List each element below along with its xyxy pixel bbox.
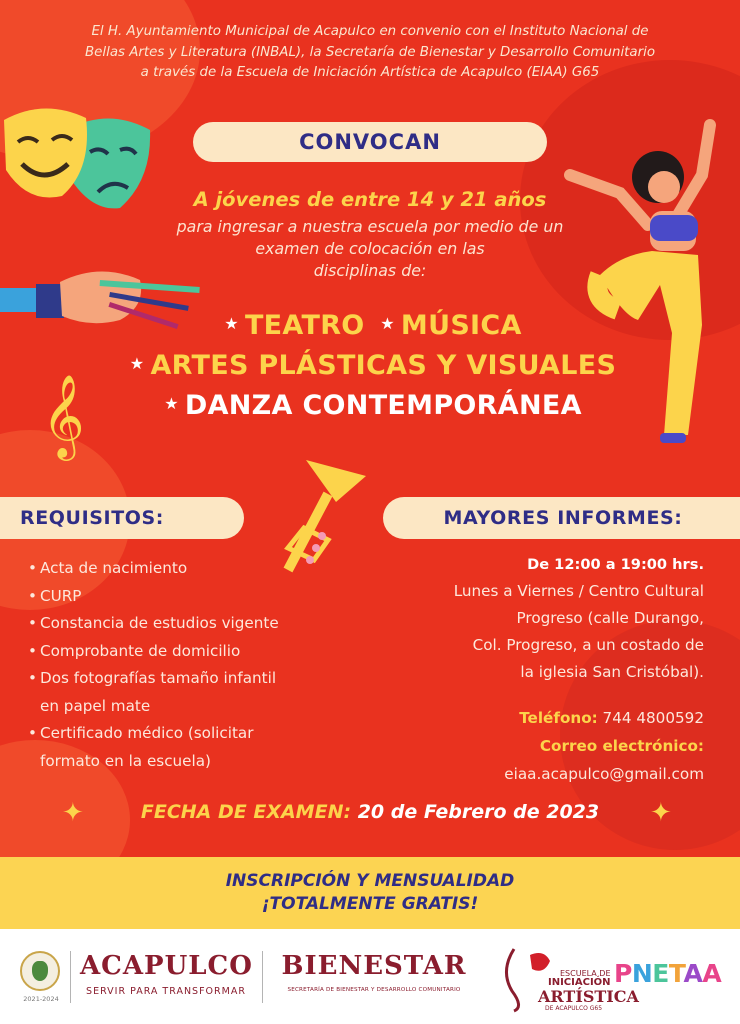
phone-number[interactable]: 744 4800592 (602, 709, 704, 727)
list-item: • CURP (28, 583, 348, 611)
acapulco-logo: ACAPULCO (80, 951, 253, 981)
list-item: • Certificado médico (solicitar formato en la escuela) (28, 720, 348, 775)
discipline-musica: MÚSICA (400, 310, 522, 341)
address-line: Progreso (calle Durango, (516, 609, 704, 627)
discipline-artes: ARTES PLÁSTICAS Y VISUALES (150, 350, 617, 381)
seal-years: 2021-2024 (23, 995, 59, 1003)
star-icon: ★ (380, 314, 395, 333)
address-line: Lunes a Viernes / Centro Cultural (453, 582, 704, 600)
eiaa-text: INICIACIÓN (548, 977, 611, 988)
informes-heading: MAYORES INFORMES: (443, 507, 683, 529)
target-age-heading: A jóvenes de entre 14 y 21 años (193, 188, 547, 211)
footer-logos (0, 929, 740, 1024)
seal-emblem (32, 961, 48, 981)
disciplines-line-2 (0, 350, 740, 381)
requisitos-list (28, 555, 348, 775)
sparkle-icon: ✦ (62, 798, 84, 828)
list-item: • Constancia de estudios vigente (28, 610, 348, 638)
header-line: a través de la Escuela de Iniciación Artística de Acapulco (EIAA) G65 (140, 65, 600, 80)
sparkle-icon: ✦ (650, 798, 672, 828)
informes-details (392, 551, 704, 686)
header-text (20, 22, 720, 84)
target-line: para ingresar a nuestra escuela por medio de un (176, 217, 564, 236)
address-line: la iglesia San Cristóbal). (520, 663, 704, 681)
header-line: El H. Ayuntamiento Municipal de Acapulco en convenio con el Instituto Nacional de (91, 24, 649, 39)
email-address[interactable]: eiaa.acapulco@gmail.com (504, 765, 704, 783)
eiaa-text: ARTÍSTICA (538, 987, 639, 1006)
discipline-teatro: TEATRO (244, 310, 365, 341)
banner-line-2: ¡TOTALMENTE GRATIS! (261, 894, 479, 914)
eiaa-text: DE ACAPULCO G65 (545, 1005, 603, 1012)
email-label: Correo electrónico: (539, 737, 704, 755)
disciplines-line-1 (0, 310, 740, 341)
office-hours: De 12:00 a 19:00 hrs. (527, 556, 704, 573)
bienestar-logo: BIENESTAR (281, 951, 467, 981)
divider (70, 951, 71, 1003)
acapulco-tagline: SERVIR PARA TRANSFORMAR (86, 986, 246, 997)
pnetaa-logo (614, 959, 721, 988)
discipline-danza: DANZA CONTEMPORÁNEA (184, 390, 582, 421)
star-icon: ★ (224, 314, 239, 333)
requisitos-heading: REQUISITOS: (20, 507, 165, 529)
star-icon: ★ (164, 394, 179, 413)
pnetaa-text: PNETAA (614, 959, 722, 988)
free-banner (0, 857, 740, 929)
target-line: disciplinas de: (313, 261, 427, 280)
phone-label: Teléfono: (519, 709, 598, 727)
exam-date-label: FECHA DE EXAMEN: (140, 801, 352, 823)
list-item: • Comprobante de domicilio (28, 638, 348, 666)
list-item: • Acta de nacimiento (28, 555, 348, 583)
treble-clef-icon: 𝄞 (42, 373, 85, 457)
exam-date-value: 20 de Febrero de 2023 (357, 801, 600, 823)
header-line: Bellas Artes y Literatura (INBAL), la Secretaría de Bienestar y Desarrollo Comunitario (84, 44, 656, 60)
contact-info (392, 704, 704, 788)
bienestar-tagline: SECRETARÍA DE BIENESTAR Y DESARROLLO COMUNITARIO (287, 987, 461, 993)
convocan-heading: CONVOCAN (299, 130, 441, 154)
target-description (140, 216, 600, 282)
list-item: • Dos fotografías tamaño infantil en papel mate (28, 665, 348, 720)
phone-row (392, 704, 704, 732)
target-line: examen de colocación en las (255, 239, 485, 258)
disciplines-line-3 (0, 390, 740, 421)
banner-line-1: INSCRIPCIÓN Y MENSUALIDAD (225, 871, 515, 891)
municipal-seal-icon (20, 951, 60, 991)
exam-date (60, 801, 680, 823)
divider (262, 951, 263, 1003)
star-icon: ★ (129, 354, 145, 373)
address-line: Col. Progreso, a un costado de (472, 636, 704, 654)
eiaa-text: ESCUELA DE (560, 969, 611, 978)
